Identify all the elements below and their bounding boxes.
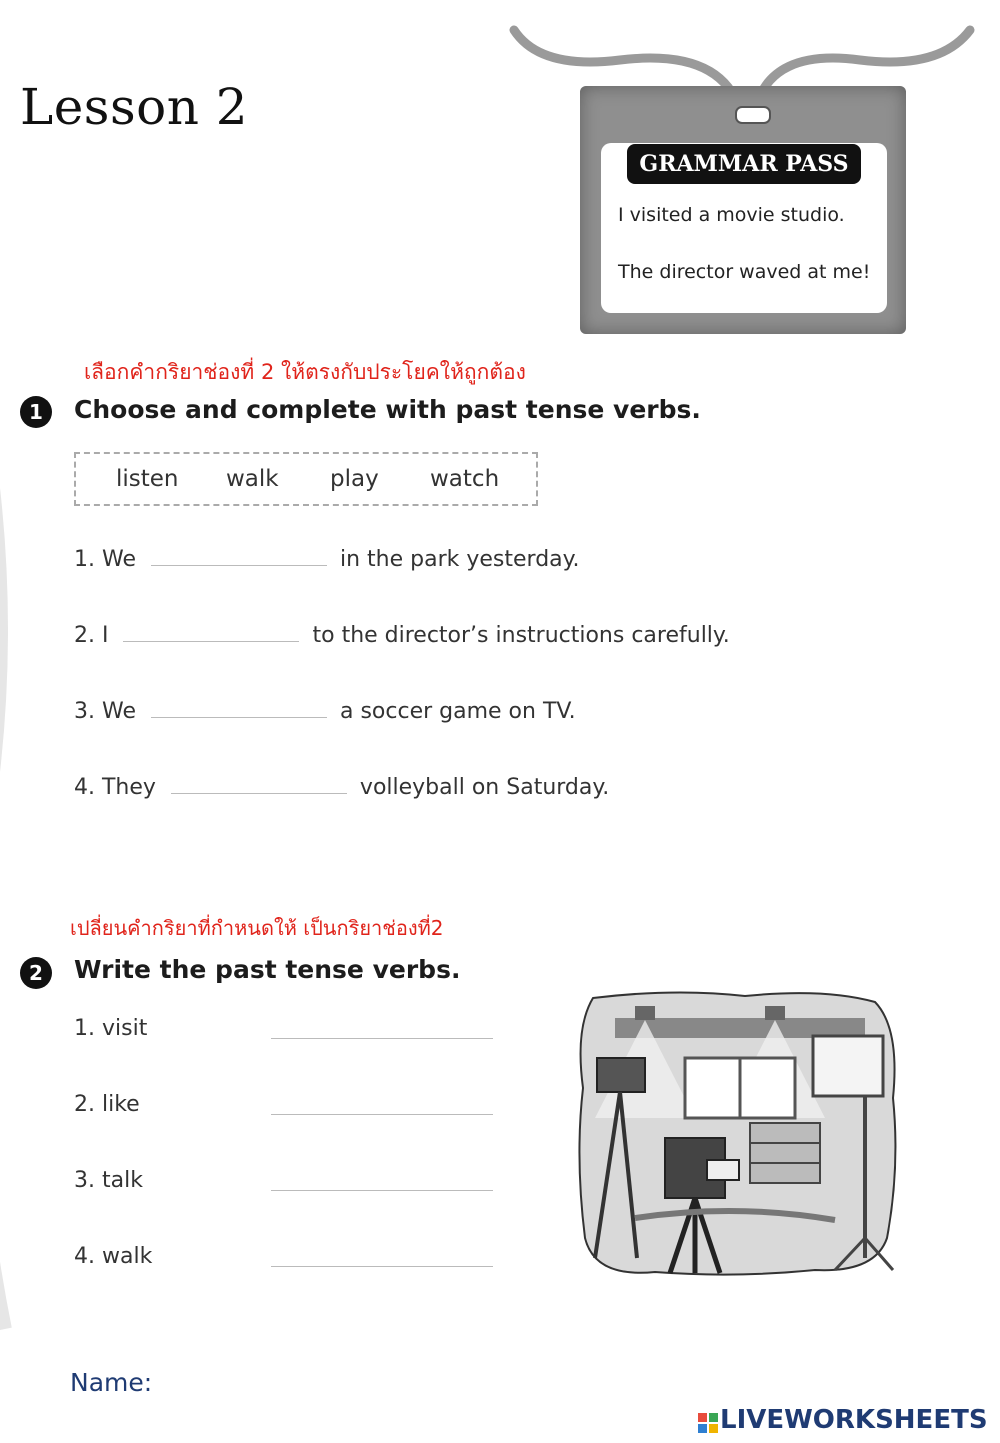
page-edge-decoration [0, 330, 20, 1330]
brand-name[interactable]: LIVEWORKSHEETS [720, 1405, 988, 1435]
sentence-suffix: volleyball on Saturday. [359, 775, 610, 800]
verb-answer-line-3[interactable] [271, 1190, 493, 1191]
verb-answer-line-2[interactable] [271, 1114, 493, 1115]
answer-blank-3[interactable] [151, 717, 327, 718]
section1-thai-instruction: เลือกคำกริยาช่องที่ 2 ให้ตรงกับประโยคให้ถูกต้อง [84, 360, 526, 384]
badge-slot [735, 106, 771, 124]
section1-heading: Choose and complete with past tense verbs. [74, 395, 701, 424]
lesson-title: Lesson 2 [20, 78, 249, 136]
sentence-1 [74, 547, 580, 572]
sentence-prefix: 2. I [74, 623, 109, 648]
verb-item-4: 4. walk [74, 1244, 153, 1269]
sentence-suffix: to the director’s instructions carefully. [312, 623, 730, 648]
grammar-example-1: I visited a movie studio. [618, 204, 845, 226]
grammar-example-2: The director waved at me! [618, 261, 871, 283]
answer-blank-2[interactable] [123, 641, 299, 642]
verb-item-3: 3. talk [74, 1168, 143, 1193]
section1-number: 1 [20, 396, 52, 428]
section2-heading: Write the past tense verbs. [74, 955, 461, 984]
sentence-suffix: a soccer game on TV. [339, 699, 576, 724]
section2-number: 2 [20, 957, 52, 989]
word-bank-item[interactable]: watch [430, 466, 500, 492]
liveworksheets-logo-icon [698, 1407, 718, 1439]
name-label: Name: [70, 1368, 153, 1397]
section2-thai-instruction: เปลี่ยนคำกริยาที่กำหนดให้ เป็นกริยาช่องที่2 [70, 916, 444, 940]
verb-item-1: 1. visit [74, 1016, 148, 1041]
answer-blank-1[interactable] [151, 565, 327, 566]
sentence-2 [74, 623, 730, 648]
sentence-3 [74, 699, 576, 724]
word-bank-item[interactable]: play [330, 466, 379, 492]
sentence-4 [74, 775, 609, 800]
grammar-pass-badge: GRAMMAR PASS [627, 144, 861, 184]
sentence-prefix: 1. We [74, 547, 136, 572]
movie-studio-illustration [575, 988, 900, 1278]
answer-blank-4[interactable] [171, 793, 347, 794]
sentence-prefix: 4. They [74, 775, 156, 800]
word-bank-item[interactable]: walk [226, 466, 279, 492]
verb-answer-line-1[interactable] [271, 1038, 493, 1039]
sentence-prefix: 3. We [74, 699, 136, 724]
word-bank-item[interactable]: listen [116, 466, 179, 492]
verb-answer-line-4[interactable] [271, 1266, 493, 1267]
sentence-suffix: in the park yesterday. [339, 547, 580, 572]
verb-item-2: 2. like [74, 1092, 140, 1117]
